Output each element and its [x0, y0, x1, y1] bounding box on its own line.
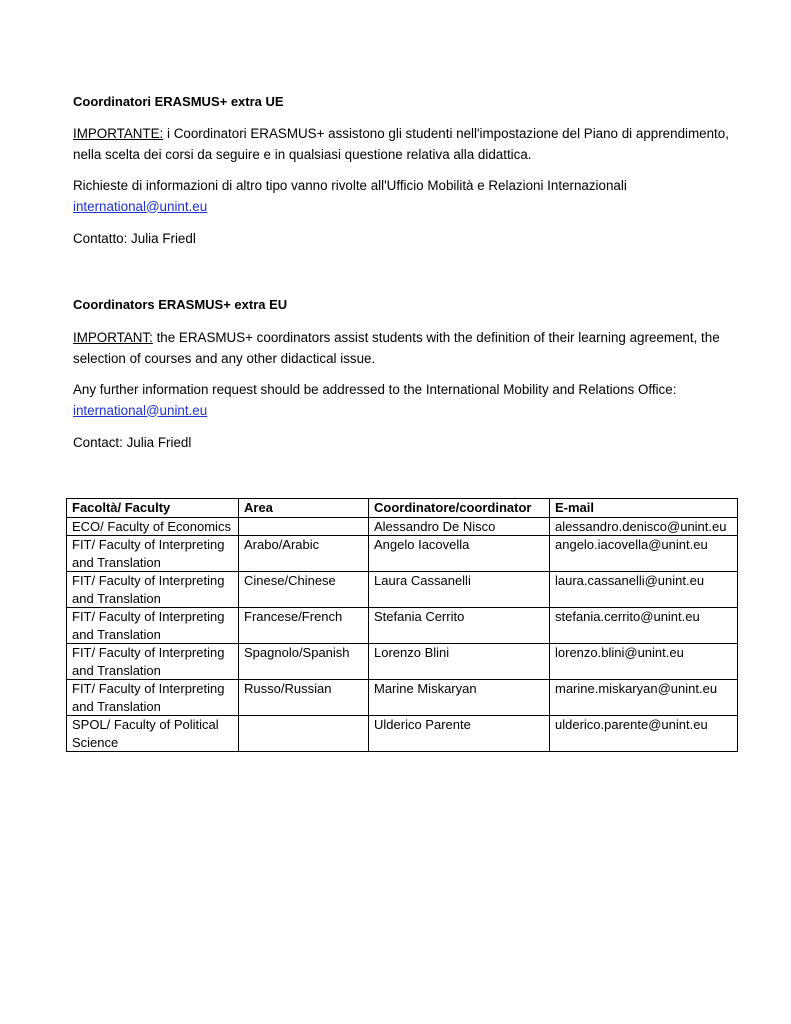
cell-coordinator: Lorenzo Blini: [369, 644, 550, 680]
table-row: [67, 680, 738, 716]
cell-coordinator: Angelo Iacovella: [369, 536, 550, 572]
important-paragraph-english: [73, 328, 738, 369]
cell-faculty: FIT/ Faculty of Interpreting and Translation: [67, 572, 239, 608]
table-row: [67, 608, 738, 644]
cell-email: marine.miskaryan@unint.eu: [550, 680, 738, 716]
header-email: E-mail: [550, 499, 738, 518]
cell-email: angelo.iacovella@unint.eu: [550, 536, 738, 572]
important-text-english: the ERASMUS+ coordinators assist students with the definition of their learning agreement, the selection of courses and any other didactical issue.: [73, 330, 720, 366]
email-link-italian[interactable]: international@unint.eu: [73, 198, 208, 214]
important-text-italian: i Coordinatori ERASMUS+ assistono gli studenti nell'impostazione del Piano di apprendimento, nella scelta dei corsi da seguire e in qualsiasi questione relativa alla didattica.: [73, 126, 729, 162]
email-link-english[interactable]: international@unint.eu: [73, 402, 208, 418]
info-text-italian: Richieste di informazioni di altro tipo vanno rivolte all'Ufficio Mobilità e Relazioni Internazionali: [73, 178, 627, 193]
cell-area: Francese/French: [239, 608, 369, 644]
info-paragraph-english: [73, 380, 738, 421]
coordinators-table: [66, 498, 738, 752]
header-coordinator: Coordinatore/coordinator: [369, 499, 550, 518]
table-row: [67, 644, 738, 680]
cell-faculty: SPOL/ Faculty of Political Science: [67, 716, 239, 752]
cell-area: [239, 716, 369, 752]
cell-area: [239, 517, 369, 536]
table-header-row: [67, 499, 738, 518]
cell-email: ulderico.parente@unint.eu: [550, 716, 738, 752]
cell-area: Cinese/Chinese: [239, 572, 369, 608]
cell-area: Arabo/Arabic: [239, 536, 369, 572]
cell-email: stefania.cerrito@unint.eu: [550, 608, 738, 644]
cell-coordinator: Alessandro De Nisco: [369, 517, 550, 536]
cell-area: Russo/Russian: [239, 680, 369, 716]
contact-english: Contact: Julia Friedl: [73, 435, 192, 450]
cell-coordinator: Laura Cassanelli: [369, 572, 550, 608]
cell-email: alessandro.denisco@unint.eu: [550, 517, 738, 536]
important-paragraph-italian: [73, 124, 738, 165]
cell-faculty: FIT/ Faculty of Interpreting and Translation: [67, 644, 239, 680]
table-row: [67, 716, 738, 752]
cell-faculty: FIT/ Faculty of Interpreting and Translation: [67, 680, 239, 716]
heading-english: Coordinators ERASMUS+ extra EU: [73, 297, 288, 312]
cell-email: laura.cassanelli@unint.eu: [550, 572, 738, 608]
heading-italian: Coordinatori ERASMUS+ extra UE: [73, 94, 284, 109]
cell-area: Spagnolo/Spanish: [239, 644, 369, 680]
cell-email: lorenzo.blini@unint.eu: [550, 644, 738, 680]
cell-coordinator: Ulderico Parente: [369, 716, 550, 752]
cell-faculty: FIT/ Faculty of Interpreting and Translation: [67, 536, 239, 572]
info-paragraph-italian: [73, 176, 738, 217]
header-area: Area: [239, 499, 369, 518]
table-row: [67, 536, 738, 572]
contact-italian: Contatto: Julia Friedl: [73, 231, 196, 246]
info-text-english: Any further information request should be addressed to the International Mobility and Relations Office:: [73, 382, 677, 397]
important-label-english: IMPORTANT:: [73, 330, 153, 345]
header-faculty: Facoltà/ Faculty: [67, 499, 239, 518]
cell-coordinator: Marine Miskaryan: [369, 680, 550, 716]
cell-faculty: ECO/ Faculty of Economics: [67, 517, 239, 536]
table-row: [67, 517, 738, 536]
cell-faculty: FIT/ Faculty of Interpreting and Translation: [67, 608, 239, 644]
cell-coordinator: Stefania Cerrito: [369, 608, 550, 644]
important-label-italian: IMPORTANTE:: [73, 126, 164, 141]
table-row: [67, 572, 738, 608]
